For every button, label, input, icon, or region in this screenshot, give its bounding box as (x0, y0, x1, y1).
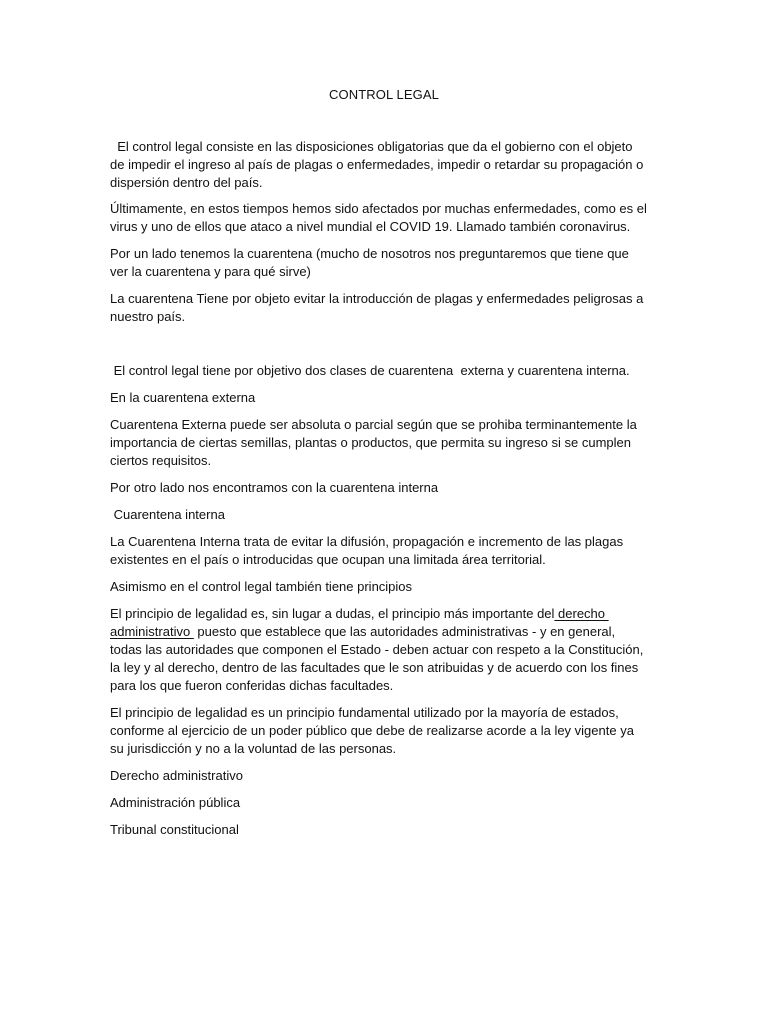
paragraph-interna: La Cuarentena Interna trata de evitar la difusión, propagación e incremento de las plagas existentes en el país o introducidas que ocupan una limitada área territorial. (110, 534, 624, 567)
paragraph-externa-heading: En la cuarentena externa (110, 390, 256, 405)
list-item-derecho-administrativo: Derecho administrativo (110, 768, 243, 783)
document-body (110, 138, 650, 848)
list-item-tribunal-constitucional: Tribunal constitucional (110, 822, 239, 837)
document-title: CONTROL LEGAL (329, 87, 439, 102)
paragraph-definition: El control legal consiste en las disposiciones obligatorias que da el gobierno con el objeto de impedir el ingreso al país de plagas o enfermedades, impedir o retardar su propagación o dispersión dentro del país. (110, 139, 647, 190)
paragraph-interna-heading: Cuarentena interna (110, 507, 225, 522)
list-item-administracion-publica: Administración pública (110, 795, 241, 810)
derecho-administrativo-link[interactable]: derecho administrativo (110, 606, 609, 639)
paragraph-principios: Asimismo en el control legal también tiene principios (110, 579, 413, 594)
legalidad-text-before: El principio de legalidad es, sin lugar a dudas, el principio más importante del (110, 606, 555, 621)
paragraph-interna-intro: Por otro lado nos encontramos con la cuarentena interna (110, 480, 439, 495)
paragraph-cuarentena-intro: Por un lado tenemos la cuarentena (mucho de nosotros nos preguntaremos que tiene que ver la cuarentena y para qué sirve) (110, 246, 629, 279)
paragraph-cuarentena-objeto: La cuarentena Tiene por objeto evitar la introducción de plagas y enfermedades peligrosas a nuestro país. (110, 291, 644, 324)
paragraph-covid: Últimamente, en estos tiempos hemos sido afectados por muchas enfermedades, como es el virus y uno de ellos que ataco a nivel mundial el COVID 19. Llamado también coronavirus. (110, 201, 647, 234)
paragraph-externa: Cuarentena Externa puede ser absoluta o parcial según que se prohiba terminantemente la importancia de ciertas semillas, plantas o productos, que permita su ingreso si se cumplen ciertos requisitos. (110, 417, 637, 468)
paragraph-legalidad-fundamental: El principio de legalidad es un principio fundamental utilizado por la mayoría de estados, conforme al ejercicio de un poder público que debe de realizarse acorde a la ley vigente ya su jurisdicción y no a la voluntad de las personas. (110, 705, 634, 756)
legalidad-text-after: puesto que establece que las autoridades administrativas - y en general, todas las autoridades que componen el Estado - deben actuar con respeto a la Constitución, la ley y al derecho, dentro de las facultades que le son atribuidas y de acuerdo con los fines para los que fueron conferidas dichas facultades. (110, 624, 647, 693)
paragraph-clases: El control legal tiene por objetivo dos clases de cuarentena externa y cuarentena interna. (110, 363, 630, 378)
paragraph-legalidad (110, 605, 650, 695)
